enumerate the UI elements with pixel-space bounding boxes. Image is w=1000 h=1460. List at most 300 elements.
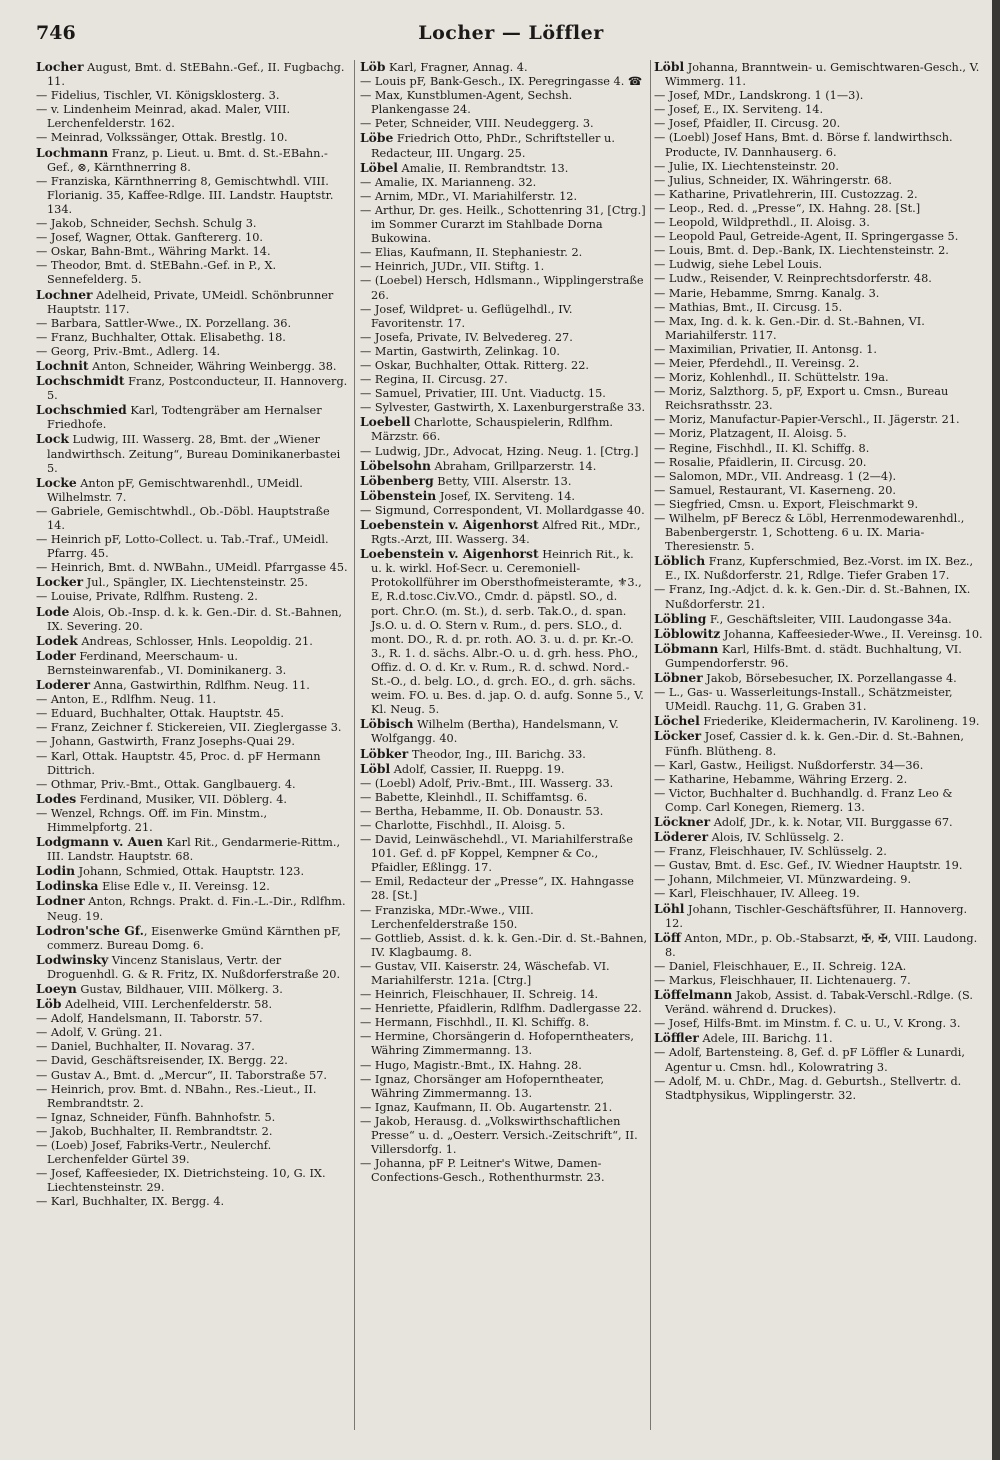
entry-details: Elise Edle v., II. Vereinsg. 12.	[98, 880, 270, 894]
entry-details: — Julius, Schneider, IX. Währingerstr. 68.	[654, 173, 892, 187]
entry-details: Charlotte, Schauspielerin, Rdlfhm. Märzstr. 66.	[371, 416, 614, 444]
entry-surname: Loeyn	[36, 981, 77, 996]
entry-details: — Moriz, Kohlenhdl., II. Schüttelstr. 19a.	[654, 371, 889, 385]
entry-details: — (Loeb) Josef, Fabriks-Vertr., Neulerchf. Lerchenfelder Gürtel 39.	[36, 1139, 272, 1167]
directory-entry	[36, 317, 350, 331]
entry-surname: Lodes	[36, 790, 77, 806]
entry-details: August, Bmt. d. StEBahn.-Gef., II. Fugbachg. 11.	[47, 61, 345, 89]
entry-details: Andreas, Schlosser, Hnls. Leopoldig. 21.	[77, 634, 313, 648]
directory-entry	[654, 160, 986, 174]
entry-details: — Ludw., Reisender, V. Reinprechtsdorferstr. 48.	[654, 272, 932, 286]
directory-entry	[654, 174, 986, 188]
directory-entry	[360, 960, 648, 988]
directory-entry	[654, 301, 986, 315]
entry-details: Karl Rit., Gendarmerie-Rittm., III. Landstr. Hauptstr. 68.	[47, 836, 341, 864]
entry-surname: Löffler	[654, 1030, 699, 1046]
entry-details: — Hermine, Chorsängerin d. Hofoperntheaters, Währing Zimmermanng. 13.	[360, 1030, 634, 1058]
entry-details: — Maximilian, Privatier, II. Antonsg. 1.	[654, 342, 877, 356]
entry-details: Karl, Todtengräber am Hernalser Friedhofe.	[47, 404, 322, 432]
entry-details: Betty, VIII. Alserstr. 13.	[433, 474, 572, 488]
directory-entry	[36, 924, 350, 953]
directory-entry	[36, 707, 350, 721]
entry-details: Anton pF, Gemischtwarenhdl., UMeidl. Wilhelmstr. 7.	[47, 476, 303, 504]
entry-details: — Theodor, Bmt. d. StEBahn.-Gef. in P., X. Sennefelderg. 5.	[36, 259, 277, 287]
entry-details: — Franziska, MDr.-Wwe., VIII. Lerchenfelderstraße 150.	[360, 903, 534, 931]
entry-details: Karl, Fragner, Annag. 4.	[385, 61, 528, 74]
entry-details: — Julie, IX. Liechtensteinstr. 20.	[654, 159, 839, 173]
entry-surname: Löderer	[654, 829, 709, 845]
entry-details: — Meier, Pferdehdl., II. Vereinsg. 2.	[654, 356, 860, 370]
directory-entry	[36, 807, 350, 835]
column-divider	[650, 60, 651, 1430]
directory-entry	[360, 131, 648, 160]
directory-entry	[36, 1195, 350, 1209]
directory-entry	[36, 735, 350, 749]
entry-surname: Lochmann	[36, 144, 109, 160]
directory-entry	[654, 60, 986, 89]
directory-entry	[36, 678, 350, 693]
directory-entry	[36, 1125, 350, 1139]
entry-surname: Lock	[36, 431, 69, 447]
directory-entry	[36, 1054, 350, 1068]
entry-details: — Ludwig, siehe Lebel Louis.	[654, 258, 823, 272]
entry-details: — Adolf, V. Grüng. 21.	[36, 1026, 163, 1040]
directory-entry	[36, 432, 350, 475]
entry-details: — David, Geschäftsreisender, IX. Bergg. 22.	[36, 1054, 288, 1068]
directory-entry	[654, 759, 986, 773]
entry-details: — Peter, Schneider, VIII. Neudeggerg. 3.	[360, 117, 594, 131]
directory-entry	[654, 787, 986, 815]
entry-details: Anna, Gastwirthin, Rdlfhm. Neug. 11.	[90, 679, 310, 693]
directory-entry	[654, 583, 986, 611]
directory-entry	[360, 1101, 648, 1115]
entry-surname: Löb	[360, 59, 386, 74]
entry-surname: Löblich	[654, 553, 706, 569]
entry-details: — Emil, Redacteur der „Presse“, IX. Hahngasse 28. [St.]	[360, 875, 634, 903]
directory-entry	[360, 717, 648, 746]
entry-details: — David, Leinwäschehdl., VI. Mariahilferstraße 101. Gef. d. pF Koppel, Kempner & Co., Pfaidler, Eßlingg. 17.	[360, 833, 633, 875]
directory-entry	[36, 750, 350, 778]
entry-details: Heinrich Rit., k. u. k. wirkl. Hof-Secr. u. Ceremoniell-Protokollführer im Obersthofmeisteramte, ⚜3., E, R.d.tosc.Civ.VO., Cmdr. d. päpstl. SO., d. port. Chr.O. (m. St.), d. serb. Tak.O., d. span. Js.O. u. d. O. Stern v. Rum., d. pers. SLO., d. mont. DO., R. d. pr. roth. AO. 3. u. d. pr. Kr.-O. 3., R. 1. d. sächs. Albr.-O. u. d. grh. hess. PhO., Offiz. d. O. d. Kr. v. Rum., R. d. schwd. Nord.-St.-O., d. belg. LO., d. grch. EO., d. grh. sächs. weim. FO. u. Bes. d. jap. O. d. aufg. Sonne 5., V. Kl. Neug. 5.	[371, 548, 644, 717]
entry-details: Adele, III. Barichg. 11.	[698, 1032, 833, 1046]
entry-details: Alois, IV. Schlüsselg. 2.	[708, 831, 844, 845]
entry-details: — Ignaz, Chorsänger am Hofoperntheater, Währing Zimmermanng. 13.	[360, 1072, 605, 1100]
entry-surname: Lochschmidt	[36, 373, 125, 389]
directory-entry	[654, 729, 986, 758]
entry-details: — Samuel, Privatier, III. Unt. Viaductg. 15.	[360, 387, 606, 401]
directory-entry	[654, 244, 986, 258]
directory-entry	[36, 997, 350, 1012]
directory-entry	[654, 357, 986, 371]
directory-entry	[654, 343, 986, 357]
directory-entry	[360, 489, 648, 504]
entry-details: Adelheid, Private, UMeidl. Schönbrunner Hauptstr. 117.	[47, 288, 334, 316]
entry-surname: Lode	[36, 603, 70, 619]
entry-details: — Josef, Hilfs-Bmt. im Minstm. f. C. u. U., V. Krong. 3.	[654, 1017, 961, 1031]
entry-details: — Louis, Bmt. d. Dep.-Bank, IX. Liechtensteinstr. 2.	[654, 244, 949, 258]
directory-entry	[654, 627, 986, 642]
entry-details: — L., Gas- u. Wasserleitungs-Install., Schätzmeister, UMeidl. Rauchg. 11, G. Graben 31.	[654, 686, 953, 714]
entry-details: Amalie, II. Rembrandtstr. 13.	[397, 161, 569, 175]
directory-entry	[654, 873, 986, 887]
entry-surname: Löbenstein	[360, 487, 437, 503]
entry-details: Friederike, Kleidermacherin, IV. Karolineng. 19.	[699, 715, 980, 729]
directory-entry	[36, 374, 350, 403]
directory-entry	[654, 413, 986, 427]
entry-surname: Löbl	[654, 59, 685, 74]
directory-entry	[36, 533, 350, 561]
directory-entry	[36, 345, 350, 359]
page-header	[36, 22, 986, 46]
directory-entry	[654, 931, 986, 960]
entry-surname: Löbisch	[360, 716, 414, 732]
directory-entry	[654, 131, 986, 159]
entry-details: Friedrich Otto, PhDr., Schriftsteller u. Redacteur, III. Ungarg. 25.	[371, 132, 615, 160]
directory-entry	[36, 288, 350, 317]
entry-surname: Löckner	[654, 813, 711, 829]
directory-entry	[360, 904, 648, 932]
entry-surname: Löcker	[654, 728, 702, 744]
entry-details: — Gottlieb, Assist. d. k. k. Gen.-Dir. d. St.-Bahnen, IV. Klagbaumg. 8.	[360, 931, 648, 959]
directory-entry	[360, 932, 648, 960]
entry-details: — Franz, Buchhalter, Ottak. Elisabethg. 18.	[36, 330, 286, 344]
entry-details: — v. Lindenheim Meinrad, akad. Maler, VIII. Lerchenfelderstr. 162.	[36, 103, 291, 131]
entry-details: Franz, p. Lieut. u. Bmt. d. St.-EBahn.-Gef., ⊗, Kärnthnerring 8.	[47, 146, 328, 174]
directory-entry	[654, 385, 986, 413]
entry-surname: Löchel	[654, 713, 700, 729]
entry-details: — Markus, Fleischhauer, II. Lichtenauerg. 7.	[654, 974, 911, 987]
directory-entry	[36, 1139, 350, 1167]
directory-entry	[360, 875, 648, 903]
entry-details: — (Loebel) Hersch, Hdlsmann., Wipplingerstraße 26.	[360, 274, 644, 302]
entry-details: — Henriette, Pfaidlerin, Rdlfhm. Dadlergasse 22.	[360, 1002, 642, 1016]
directory-entry	[360, 204, 648, 246]
entry-surname: Loebell	[360, 414, 411, 430]
directory-entry	[360, 805, 648, 819]
entry-details: — Jakob, Buchhalter, II. Rembrandtstr. 2.	[36, 1124, 273, 1138]
entry-details: Johanna, Kaffeesieder-Wwe., II. Vereinsg. 10.	[720, 627, 983, 641]
directory-entry	[654, 202, 986, 216]
entry-surname: Loder	[36, 647, 76, 663]
entry-details: Adolf, JDr., k. k. Notar, VII. Burggasse 67.	[710, 815, 953, 829]
directory-entry	[360, 1059, 648, 1073]
entry-details: — Johanna, pF P. Leitner's Witwe, Damen-Confections-Gesch., Rothenthurmstr. 23.	[360, 1157, 605, 1185]
entry-details: — Wenzel, Rchngs. Off. im Fin. Minstm., Himmelpfortg. 21.	[36, 806, 268, 834]
directory-entry	[654, 554, 986, 583]
entry-details: — Franz, Zeichner f. Stickereien, VII. Zieglergasse 3.	[36, 721, 342, 735]
directory-entry	[36, 331, 350, 345]
entry-details: — Josef, MDr., Landskrong. 1 (1—3).	[654, 89, 864, 103]
entry-details: , Eisenwerke Gmünd Kärnthen pF, commerz. Bureau Domg. 6.	[47, 924, 341, 952]
entry-surname: Lodron'sche Gf.	[36, 922, 144, 938]
entry-details: F., Geschäftsleiter, VIII. Laudongasse 34a.	[706, 612, 952, 626]
directory-entry	[36, 778, 350, 792]
entry-details: — Siegfried, Cmsn. u. Export, Fleischmarkt 9.	[654, 497, 919, 511]
directory-entry	[36, 217, 350, 231]
directory-entry	[36, 505, 350, 533]
entry-details: — Adolf, M. u. ChDr., Mag. d. Geburtsh., Stellvertr. d. Stadtphysikus, Wipplingerstr. 32.	[654, 1074, 962, 1102]
directory-entry	[654, 103, 986, 117]
entry-details: Vincenz Stanislaus, Vertr. der Droguenhdl. G. & R. Fritz, IX. Nußdorferstraße 20.	[47, 953, 341, 981]
directory-entry	[360, 445, 648, 459]
entry-details: — Regine, Fischhdl., II. Kl. Schiffg. 8.	[654, 441, 870, 455]
directory-entry	[360, 359, 648, 373]
entry-surname: Löbmann	[654, 640, 719, 656]
entry-details: Jul., Spängler, IX. Liechtensteinstr. 25.	[83, 576, 308, 590]
entry-details: — Ignaz, Schneider, Fünfh. Bahnhofstr. 5.	[36, 1110, 276, 1124]
entry-surname: Lodwinsky	[36, 951, 109, 967]
directory-entry	[654, 371, 986, 385]
entry-details: — Katharine, Hebamme, Währing Erzerg. 2.	[654, 772, 908, 786]
directory-entry	[654, 1017, 986, 1031]
directory-entry	[36, 590, 350, 604]
entry-details: — Louise, Private, Rdlfhm. Rusteng. 2.	[36, 590, 258, 604]
entry-details: — Josef, E., IX. Serviteng. 14.	[654, 103, 824, 117]
directory-entry	[360, 1157, 648, 1185]
entry-details: Jakob, Börsebesucher, IX. Porzellangasse 4.	[702, 672, 957, 686]
directory-entry	[654, 830, 986, 845]
entry-details: Ferdinand, Meerschaum- u. Bernsteinwarenfab., VI. Dominikanerg. 3.	[47, 649, 287, 677]
entry-details: Anton, Rchngs. Prakt. d. Fin.-L.-Dir., Rdlfhm. Neug. 19.	[47, 895, 346, 923]
directory-entry	[36, 864, 350, 879]
entry-details: Ludwig, III. Wasserg. 28, Bmt. der „Wiener landwirthsch. Zeitung“, Bureau Dominikanerbastei 5.	[47, 433, 341, 475]
directory-entry	[36, 476, 350, 505]
entry-details: Johann, Schmied, Ottak. Hauptstr. 123.	[75, 865, 305, 879]
directory-entry	[654, 89, 986, 103]
entry-details: — Charlotte, Fischhdl., II. Aloisg. 5.	[360, 818, 566, 832]
entry-surname: Löbling	[654, 610, 707, 626]
directory-entry	[36, 89, 350, 103]
column-divider	[354, 60, 355, 1430]
entry-details: — Josefa, Private, IV. Belvedereg. 27.	[360, 330, 573, 344]
page-edge-shadow	[992, 0, 1000, 1460]
entry-details: — Franz, Fleischhauer, IV. Schlüsselg. 2.	[654, 845, 887, 859]
directory-entry	[36, 103, 350, 131]
directory-entry	[360, 60, 648, 75]
entry-details: — Max, Kunstblumen-Agent, Sechsh. Plankengasse 24.	[360, 89, 573, 117]
entry-surname: Lodinska	[36, 878, 99, 894]
entry-surname: Löff	[654, 929, 681, 945]
entry-surname: Locher	[36, 59, 84, 74]
entry-details: — Oskar, Buchhalter, Ottak. Ritterg. 22.	[360, 358, 590, 372]
directory-entry	[654, 686, 986, 714]
directory-entry	[654, 315, 986, 343]
entry-details: — Georg, Priv.-Bmt., Adlerg. 14.	[36, 344, 221, 358]
entry-details: Johanna, Branntwein- u. Gemischtwaren-Gesch., V. Wimmerg. 11.	[665, 61, 980, 89]
entry-details: — Josef, Pfaidler, II. Circusg. 20.	[654, 117, 841, 131]
entry-details: — Daniel, Fleischhauer, E., II. Schreig. 12A.	[654, 959, 907, 973]
entry-details: — Adolf, Handelsmann, II. Taborstr. 57.	[36, 1012, 263, 1026]
directory-entry	[36, 1026, 350, 1040]
directory-entry	[360, 190, 648, 204]
entry-details: — Josef, Kaffeesieder, IX. Dietrichsteing. 10, G. IX. Liechtensteinstr. 29.	[36, 1167, 326, 1195]
entry-surname: Locker	[36, 574, 84, 590]
directory-entry	[360, 1002, 648, 1016]
directory-entry	[654, 484, 986, 498]
directory-entry	[36, 1012, 350, 1026]
entry-details: — Babette, Kleinhdl., II. Schiffamtsg. 6.	[360, 790, 588, 804]
directory-entry	[654, 714, 986, 729]
entry-details: Anton, MDr., p. Ob.-Stabsarzt, ✠, ✠, VIII. Laudong. 8.	[665, 931, 978, 959]
entry-details: — Oskar, Bahn-Bmt., Währing Markt. 14.	[36, 245, 271, 259]
entry-details: — Franz, Ing.-Adjct. d. k. k. Gen.-Dir. d. St.-Bahnen, IX. Nußdorferstr. 21.	[654, 583, 971, 611]
directory-entry	[360, 504, 648, 518]
entry-details: — Fidelius, Tischler, VI. Königsklosterg. 3.	[36, 89, 280, 103]
directory-entry	[360, 1115, 648, 1157]
entry-details: — Heinrich, prov. Bmt. d. NBahn., Res.-Lieut., II. Rembrandtstr. 2.	[36, 1082, 317, 1110]
directory-entry	[360, 176, 648, 190]
directory-entry	[360, 274, 648, 302]
directory-entry	[654, 456, 986, 470]
directory-entry	[36, 1167, 350, 1195]
entry-details: — Anton, E., Rdlfhm. Neug. 11.	[36, 693, 217, 707]
directory-entry	[360, 518, 648, 547]
entry-details: — Victor, Buchhalter d. Buchhandlg. d. Franz Leo & Comp. Carl Konegen, Riemerg. 13.	[654, 786, 953, 814]
directory-entry	[654, 216, 986, 230]
entry-surname: Lochnit	[36, 357, 89, 373]
directory-entry	[654, 512, 986, 554]
entry-details: — Josef, Wagner, Ottak. Ganftererg. 10.	[36, 231, 263, 245]
entry-surname: Löffelmann	[654, 987, 733, 1003]
entry-surname: Lodin	[36, 863, 76, 879]
entry-details: — Moriz, Manufactur-Papier-Verschl., II. Jägerstr. 21.	[654, 413, 960, 427]
directory-entry	[36, 634, 350, 649]
directory-entry	[654, 188, 986, 202]
entry-details: — Moriz, Salzthorg. 5, pF, Export u. Cmsn., Bureau Reichsrathsstr. 23.	[654, 385, 949, 413]
directory-entry	[654, 845, 986, 859]
directory-entry	[360, 415, 648, 444]
entry-details: — Rosalie, Pfaidlerin, II. Circusg. 20.	[654, 455, 867, 469]
directory-entry	[654, 887, 986, 901]
entry-details: — Wilhelm, pF Berecz & Löbl, Herrenmodewarenhdl., Babenbergerstr. 1, Schotteng. 6 u. IX. Maria-Theresienstr. 5.	[654, 512, 965, 554]
entry-surname: Löbner	[654, 670, 703, 686]
entry-details: — Elias, Kaufmann, II. Stephaniestr. 2.	[360, 246, 583, 260]
directory-entry	[654, 287, 986, 301]
directory-entry	[360, 547, 648, 717]
entry-details: — Sigmund, Correspondent, VI. Mollardgasse 40.	[360, 503, 645, 517]
entry-details: — Moriz, Platzagent, II. Aloisg. 5.	[654, 427, 847, 441]
entry-details: — Ludwig, JDr., Advocat, Hzing. Neug. 1. [Ctrg.]	[360, 444, 639, 458]
entry-surname: Loderer	[36, 677, 91, 693]
entry-details: Wilhelm (Bertha), Handelsmann, V. Wolfgangg. 40.	[371, 718, 619, 746]
directory-entry	[36, 259, 350, 287]
directory-entry	[654, 642, 986, 671]
entry-details: Josef, IX. Serviteng. 14.	[436, 489, 576, 503]
entry-details: Abraham, Grillparzerstr. 14.	[430, 459, 597, 473]
entry-details: — (Loebl) Adolf, Priv.-Bmt., III. Wasserg. 33.	[360, 776, 614, 790]
directory-entry	[360, 833, 648, 875]
directory-entry	[654, 258, 986, 272]
directory-entry	[36, 245, 350, 259]
directory-entry	[36, 693, 350, 707]
entry-details: — Karl, Gastw., Heiligst. Nußdorferstr. 34—36.	[654, 758, 924, 772]
entry-details: — Jakob, Herausg. d. „Volkswirthschaftlichen Presse“ u. d. „Oesterr. Versich.-Zeitschrift“, II. Villersdorfg. 1.	[360, 1114, 638, 1157]
directory-entry	[36, 649, 350, 678]
directory-entry	[36, 131, 350, 145]
directory-entry	[36, 792, 350, 807]
directory-entry	[360, 387, 648, 401]
directory-entry	[360, 777, 648, 791]
directory-entry	[654, 671, 986, 686]
entry-details: Franz, Kupferschmied, Bez.-Vorst. im IX. Bez., E., IX. Nußdorferstr. 21, Rdlge. Tiefer Graben 17.	[665, 555, 974, 583]
directory-entry	[36, 879, 350, 894]
entry-surname: Löbel	[360, 159, 398, 175]
entry-surname: Loebenstein v. Aigenhorst	[360, 517, 539, 532]
directory-entry	[654, 230, 986, 244]
directory-entry	[654, 470, 986, 484]
directory-entry	[360, 75, 648, 89]
entry-details: — Ignaz, Kaufmann, II. Ob. Augartenstr. 21.	[360, 1100, 613, 1114]
directory-entry	[36, 146, 350, 175]
entry-details: — Hermann, Fischhdl., II. Kl. Schiffg. 8.	[360, 1016, 590, 1030]
directory-entry	[360, 373, 648, 387]
entry-details: — Arthur, Dr. ges. Heilk., Schottenring 31, [Ctrg.] im Sommer Curarzt im Stahlbade Dorna Bukowina.	[360, 203, 646, 246]
entry-details: Adolf, Cassier, II. Rueppg. 19.	[390, 762, 565, 776]
directory-entry	[654, 974, 986, 988]
entry-details: — Johann, Gastwirth, Franz Josephs-Quai 29.	[36, 735, 295, 749]
directory-entry	[360, 1030, 648, 1058]
entry-details: — Adolf, Bartensteing. 8, Gef. d. pF Löffler & Lunardi, Agentur u. Cmsn. hdl., Kolowratring 3.	[654, 1046, 965, 1074]
entry-details: — Daniel, Buchhalter, II. Novarag. 37.	[36, 1040, 255, 1054]
entry-details: Johann, Tischler-Geschäftsführer, II. Hannoverg. 12.	[665, 902, 968, 930]
directory-entry	[360, 791, 648, 805]
directory-entry	[360, 345, 648, 359]
entry-details: — Heinrich pF, Lotto-Collect. u. Tab.-Traf., UMeidl. Pfarrg. 45.	[36, 533, 329, 561]
entry-details: — Sylvester, Gastwirth, X. Laxenburgerstraße 33.	[360, 401, 646, 415]
entry-details: — Gustav, Bmt. d. Esc. Gef., IV. Wiedner Hauptstr. 19.	[654, 859, 963, 873]
directory-entry	[654, 612, 986, 627]
entry-details: — Othmar, Priv.-Bmt., Ottak. Ganglbauerg. 4.	[36, 777, 296, 791]
entry-details: — Max, Ing. d. k. k. Gen.-Dir. d. St.-Bahnen, VI. Mariahilferstr. 117.	[654, 314, 925, 342]
directory-entry	[654, 427, 986, 441]
directory-column-2	[360, 60, 648, 1185]
directory-entry	[360, 89, 648, 117]
directory-entry	[36, 1083, 350, 1111]
directory-entry	[654, 498, 986, 512]
directory-entry	[654, 773, 986, 787]
directory-entry	[36, 953, 350, 982]
entry-details: — (Loebl) Josef Hans, Bmt. d. Börse f. landwirthsch. Producte, IV. Dannhauserg. 6.	[654, 131, 953, 159]
entry-details: — Heinrich, JUDr., VII. Stiftg. 1.	[360, 260, 545, 274]
entry-details: — Karl, Fleischhauer, IV. Alleeg. 19.	[654, 887, 860, 901]
page-title: Locher — Löffler	[418, 22, 604, 44]
entry-details: — Barbara, Sattler-Wwe., IX. Porzellang. 36.	[36, 316, 292, 330]
directory-entry	[36, 1040, 350, 1054]
entry-surname: Löblowitz	[654, 625, 721, 641]
entry-details: Alois, Ob.-Insp. d. k. k. Gen.-Dir. d. St.-Bahnen, IX. Severing. 20.	[47, 605, 343, 633]
entry-details: Theodor, Ing., III. Barichg. 33.	[408, 747, 586, 761]
entry-details: Jakob, Assist. d. Tabak-Verschl.-Rdlge. (S. Veränd. während d. Druckes).	[665, 989, 973, 1017]
directory-entry	[360, 1073, 648, 1101]
entry-details: — Gabriele, Gemischtwhdl., Ob.-Döbl. Hauptstraße 14.	[36, 504, 330, 532]
directory-entry	[654, 815, 986, 830]
entry-details: — Arnim, MDr., VI. Mariahilferstr. 12.	[360, 189, 578, 203]
entry-details: Josef, Cassier d. k. k. Gen.-Dir. d. St.-Bahnen, Fünfh. Blütheng. 8.	[665, 730, 964, 758]
entry-details: — Louis pF, Bank-Gesch., IX. Peregringasse 4. ☎	[360, 75, 642, 89]
entry-details: — Marie, Hebamme, Smrng. Kanalg. 3.	[654, 286, 880, 300]
directory-entry	[36, 575, 350, 590]
directory-entry	[36, 894, 350, 923]
entry-details: — Karl, Buchhalter, IX. Bergg. 4.	[36, 1195, 225, 1209]
entry-surname: Löbelsohn	[360, 457, 431, 473]
entry-details: — Heinrich, Fleischhauer, II. Schreig. 14.	[360, 988, 599, 1002]
directory-entry	[360, 246, 648, 260]
entry-surname: Lodner	[36, 893, 85, 909]
entry-details: — Martin, Gastwirth, Zelinkag. 10.	[360, 344, 560, 358]
entry-details: — Hugo, Magistr.-Bmt., IX. Hahng. 28.	[360, 1058, 582, 1072]
entry-details: — Johann, Milchmeier, VI. Münzwardeing. 9.	[654, 873, 912, 887]
entry-details: — Amalie, IX. Marianneng. 32.	[360, 175, 537, 189]
